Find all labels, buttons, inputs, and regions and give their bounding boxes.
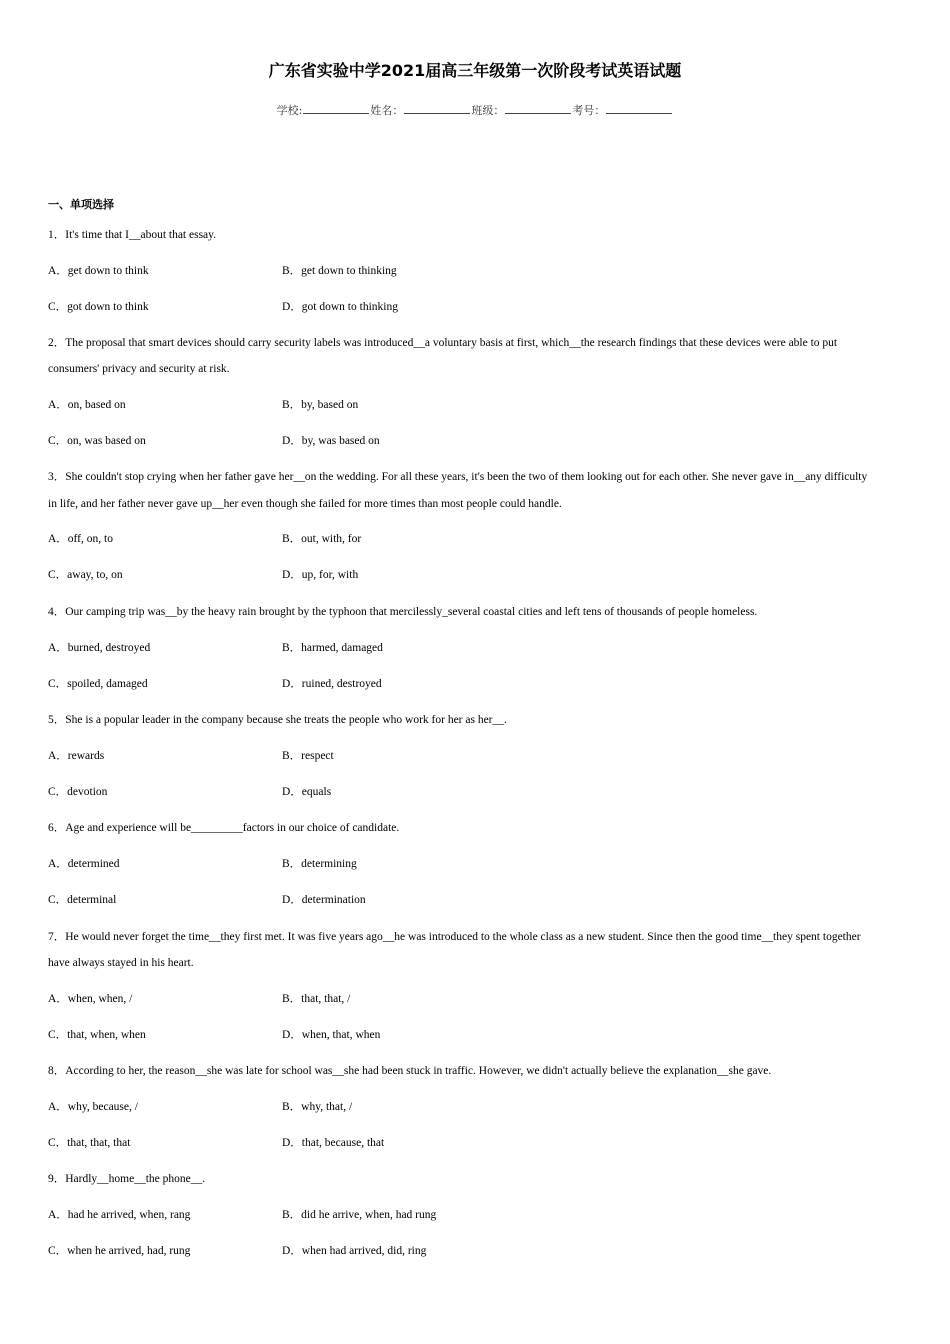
q4-option-a: A．burned, destroyed [48, 642, 151, 654]
q7-option-d: D．when, that, when [282, 1029, 381, 1041]
page-title: 广东省实验中学2021届高三年级第一次阶段考试英语试题 [268, 61, 682, 80]
question-2-line-1: 2．The proposal that smart devices should carry security labels was introduced__a voluntary basis at first, which__the research findings that these devices were able to put [48, 337, 838, 349]
q9-option-a: A．had he arrived, when, rang [48, 1209, 191, 1221]
q6-option-d: D．determination [282, 894, 366, 906]
question-8: 8．According to her, the reason__she was late for school was__she had been stuck in traffic. However, we didn't actually believe the explanation__she gave. [48, 1065, 772, 1077]
q6-option-b: B．determining [282, 858, 357, 870]
question-3-line-2: in life, and her father never gave up__her even though she failed for more times than most people could handle. [48, 498, 562, 510]
q6-option-c: C．determinal [48, 894, 117, 906]
q1-option-d: D．got down to thinking [282, 301, 398, 313]
q8-option-a: A．why, because, / [48, 1101, 138, 1113]
q7-option-b: B．that, that, / [282, 993, 351, 1005]
q5-option-d: D．equals [282, 786, 332, 798]
q2-option-b: B．by, based on [282, 399, 359, 411]
section-title: 一、单项选择 [48, 198, 114, 211]
q2-option-a: A．on, based on [48, 399, 126, 411]
question-4: 4．Our camping trip was__by the heavy rain brought by the typhoon that mercilessly_several coastal cities and left tens of thousands of people homeless. [48, 606, 758, 618]
question-2-line-2: consumers' privacy and security at risk. [48, 363, 230, 375]
q9-option-b: B．did he arrive, when, had rung [282, 1209, 437, 1221]
q7-option-a: A．when, when, / [48, 993, 133, 1005]
school-label: 学校: [276, 104, 303, 117]
q9-option-c: C．when he arrived, had, rung [48, 1245, 191, 1257]
q7-option-c: C．that, when, when [48, 1029, 146, 1041]
q5-option-b: B．respect [282, 750, 334, 762]
q2-option-d: D．by, was based on [282, 435, 380, 447]
q4-option-b: B．harmed, damaged [282, 642, 383, 654]
q9-option-d: D．when had arrived, did, ring [282, 1245, 427, 1257]
q1-option-a: A．get down to think [48, 265, 149, 277]
question-6: 6．Age and experience will be_________factors in our choice of candidate. [48, 822, 400, 834]
question-7-line-2: have always stayed in his heart. [48, 957, 194, 969]
q3-option-c: C．away, to, on [48, 569, 123, 581]
school-blank [303, 103, 369, 114]
exam-no-blank [606, 103, 672, 114]
q3-option-b: B．out, with, for [282, 533, 362, 545]
q3-option-d: D．up, for, with [282, 569, 359, 581]
student-info-line [0, 103, 950, 119]
question-5: 5．She is a popular leader in the company because she treats the people who work for her as her__. [48, 714, 507, 726]
question-9: 9．Hardly__home__the phone__. [48, 1173, 206, 1185]
question-7-line-1: 7．He would never forget the time__they first met. It was five years ago__he was introduced to the whole class as a new student. Since then the good time__they spent together [48, 931, 861, 943]
q1-option-b: B．get down to thinking [282, 265, 397, 277]
q4-option-c: C．spoiled, damaged [48, 678, 148, 690]
q3-option-a: A．off, on, to [48, 533, 113, 545]
name-label: 姓名： [370, 104, 404, 117]
q8-option-d: D．that, because, that [282, 1137, 385, 1149]
q2-option-c: C．on, was based on [48, 435, 146, 447]
class-blank [505, 103, 571, 114]
q1-option-c: C．got down to think [48, 301, 149, 313]
q5-option-a: A．rewards [48, 750, 105, 762]
q6-option-a: A．determined [48, 858, 120, 870]
name-blank [404, 103, 470, 114]
q4-option-d: D．ruined, destroyed [282, 678, 382, 690]
question-3-line-1: 3．She couldn't stop crying when her father gave her__on the wedding. For all these years, it's been the two of them looking out for each other. She never gave in__any difficulty [48, 471, 868, 483]
class-label: 班级： [471, 104, 505, 117]
question-1: 1．It's time that I__about that essay. [48, 229, 217, 241]
exam-no-label: 考号： [572, 104, 606, 117]
q5-option-c: C．devotion [48, 786, 108, 798]
q8-option-c: C．that, that, that [48, 1137, 131, 1149]
q8-option-b: B．why, that, / [282, 1101, 353, 1113]
